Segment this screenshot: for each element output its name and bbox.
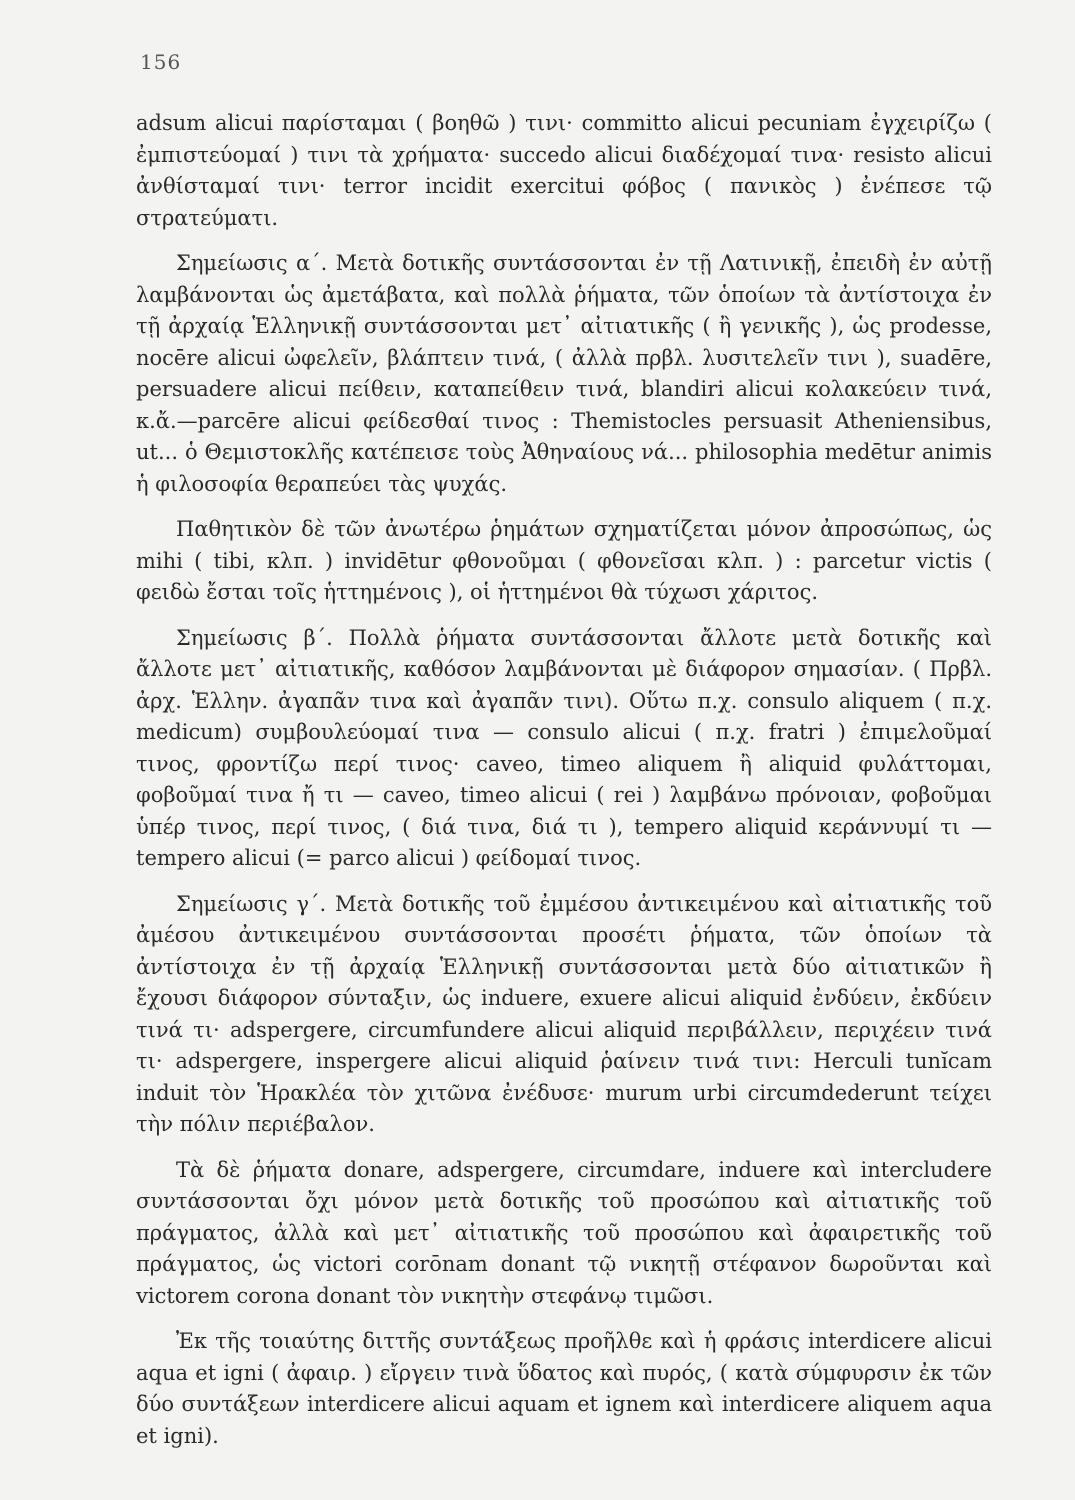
note-gamma-paragraph: Σημείωσις γ΄. Μετὰ δοτικῆς τοῦ ἐμμέσου ἀντικειμένου καὶ αἰτιατικῆς τοῦ ἀμέσου ἀντικειμένου συντάσσονται προσέτι ῥήματα, τῶν ὁποίων τὰ ἀντίστοιχα ἐν τῇ ἀρχαίᾳ Ἑλληνικῇ συντάσσονται μετὰ δύο αἰτιατικῶν ἢ ἔχουσι διάφορον σύνταξιν, ὡς induere, exuere alicui aliquid ἐνδύειν, ἐκδύειν τινά τι· adspergere, circumfundere alicui aliquid περιβάλλειν, περιχέειν τινά τι· adspergere, inspergere alicui aliquid ῥαίνειν τινά τινι: Herculi tunĭcam induit τὸν Ἡρακλέα τὸν χιτῶνα ἐνέδυσε· murum urbi circumdederunt τείχει τὴν πόλιν περιέβαλον. [136,891,992,1136]
paragraph: Παθητικὸν δὲ τῶν ἀνωτέρω ῥημάτων σχηματίζεται μόνον ἀπροσώπως, ὡς mihi ( tibi, κλπ. ) invidētur φθονοῦμαι ( φθονεῖσαι κλπ. ) : parcetur victis ( φειδὼ ἔσται τοῖς ἡττημένοις ), οἱ ἡττημένοι θὰ τύχωσι χάριτος. [136,517,992,604]
note-alpha-paragraph: Σημείωσις α΄. Μετὰ δοτικῆς συντάσσονται ἐν τῇ Λατινικῇ, ἐπειδὴ ἐν αὐτῇ λαμβάνονται ὡς ἀμετάβατα, καὶ πολλὰ ῥήματα, τῶν ὁποίων τὰ ἀντίστοιχα ἐν τῇ ἀρχαίᾳ Ἑλληνικῇ συντάσσονται μετ᾿ αἰτιατικῆς ( ἢ γενικῆς ), ὡς prodesse, nocēre alicui ὠφελεῖν, βλάπτειν τινά, ( ἀλλὰ πρβλ. λυσιτελεῖν τινι ), suadēre, persuadere alicui πείθειν, καταπείθειν τινά, blandiri alicui κολακεύειν τινά, κ.ἄ.—parcēre alicui φείδεσθαί τινος : Themistocles persuasit Atheniensibus, ut... ὁ Θεμιστοκλῆς κατέπεισε τοὺς Ἀθηναίους νά... philosophia medētur animis ἡ φιλοσοφία θεραπεύει τὰς ψυχάς. [136,251,992,496]
paragraph: Ἐκ τῆς τοιαύτης διττῆς συντάξεως προῆλθε καὶ ἡ φράσις interdicere alicui aqua et igni ( ἀφαιρ. ) εἴργειν τινὰ ὕδατος καὶ πυρός, ( κατὰ σύμφυρσιν ἐκ τῶν δύο συντάξεων interdicere alicui aquam et ignem καὶ interdicere aliquem aqua et igni). [136,1329,992,1448]
paragraph: adsum alicui παρίσταμαι ( βοηθῶ ) τινι· committo alicui pecuniam ἐγχειρίζω ( ἐμπιστεύομαί ) τινι τὰ χρήματα· succedo alicui διαδέχομαί τινα· resisto alicui ἀνθίσταμαί τινι· terror incidit exercitui φόβος ( πανικὸς ) ἐνέπεσε τῷ στρατεύματι. [136,111,992,230]
page-number: 156 [140,50,182,74]
page-body [136,108,992,1466]
paragraph: Τὰ δὲ ῥήματα donare, adspergere, circumdare, induere καὶ intercludere συντάσσονται ὄχι μόνον μετὰ δοτικῆς τοῦ προσώπου καὶ αἰτιατικῆς τοῦ πράγματος, ἀλλὰ καὶ μετ᾿ αἰτιατικῆς τοῦ προσώπου καὶ ἀφαιρετικῆς τοῦ πράγματος, ὡς victori corōnam donant τῷ νικητῇ στέφανον δωροῦνται καὶ victorem corona donant τὸν νικητὴν στεφάνῳ τιμῶσι. [136,1157,992,1308]
note-beta-paragraph: Σημείωσις β΄. Πολλὰ ῥήματα συντάσσονται ἄλλοτε μετὰ δοτικῆς καὶ ἄλλοτε μετ᾿ αἰτιατικῆς, καθόσον λαμβάνονται μὲ διάφορον σημασίαν. ( Πρβλ. ἀρχ. Ἑλλην. ἀγαπᾶν τινα καὶ ἀγαπᾶν τινι). Οὕτω π.χ. consulo aliquem ( π.χ. medicum) συμβουλεύομαί τινα — consulo alicui ( π.χ. fratri ) ἐπιμελοῦμαί τινος, φροντίζω περί τινος· caveo, timeo aliquem ἢ aliquid φυλάττομαι, φοβοῦμαί τινα ἤ τι — caveo, timeo alicui ( rei ) λαμβάνω πρόνοιαν, φοβοῦμαι ὑπέρ τινος, περί τινος, ( διά τινα, διά τι ), tempero aliquid κεράννυμί τι — tempero alicui (= parco alicui ) φείδομαί τινος. [136,625,992,870]
